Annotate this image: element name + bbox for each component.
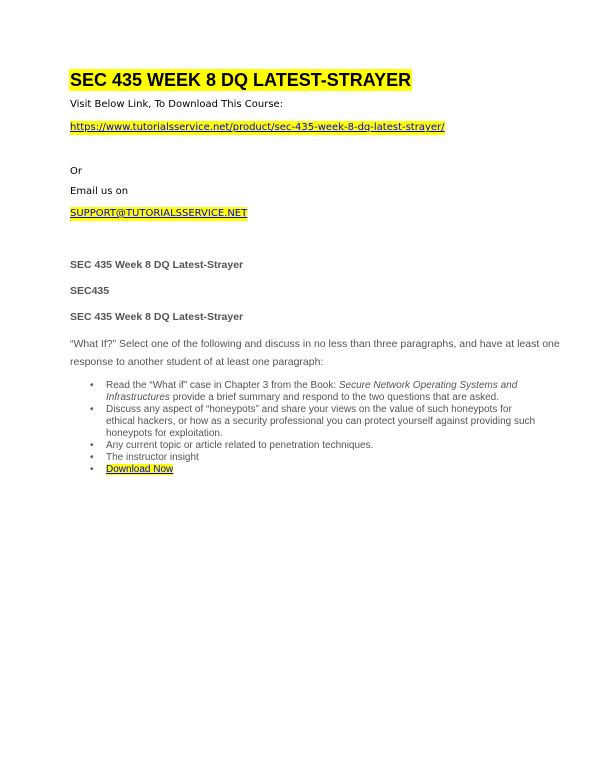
bullet-glyph: • [90,380,94,391]
section-heading-1: SEC 435 Week 8 DQ Latest-Strayer [70,259,244,271]
list-item-text: Read the “What if” case in Chapter 3 from the Book: [106,380,339,391]
list-item [90,440,540,452]
list-item-text: Any current topic or article related to penetration techniques. [106,440,374,451]
bullet-glyph: • [90,404,94,415]
intro-line-2: response to another student of at least one paragraph: [70,356,324,368]
list-item-text: provide a brief summary and respond to the two questions that are asked. [169,392,499,403]
list-item [90,380,540,404]
visit-instruction: Visit Below Link, To Download This Course: [70,99,284,110]
book-title: Secure Network Operating Systems and Infrastructures [106,380,518,403]
list-item-text: The instructor insight [106,452,199,463]
or-text: Or [70,166,82,177]
bullet-glyph: • [90,452,94,463]
list-item [90,404,540,440]
course-link[interactable]: https://www.tutorialsservice.net/product/sec-435-week-8-dq-latest-strayer/ [70,122,445,133]
list-item [90,452,540,464]
section-heading-2: SEC435 [70,285,110,297]
page-title: SEC 435 WEEK 8 DQ LATEST-STRAYER [70,70,412,90]
assignment-options-list [90,380,540,476]
support-email-link[interactable]: SUPPORT@TUTORIALSSERVICE.NET [70,208,248,219]
list-item-text: Discuss any aspect of “honeypots” and share your views on the value of such honeypots for ethical hackers, or how as a security professional you can protect yourself against providing such honeypots for exploitation. [106,404,536,439]
section-heading-3: SEC 435 Week 8 DQ Latest-Strayer [70,311,244,323]
intro-line-1: “What If?” Select one of the following and discuss in no less than three paragraphs, and have at least one [70,338,560,350]
email-instruction: Email us on [70,186,129,197]
download-now-link[interactable]: Download Now [106,464,174,475]
bullet-glyph: • [90,440,94,451]
list-item [90,464,540,476]
bullet-glyph: • [90,464,94,475]
